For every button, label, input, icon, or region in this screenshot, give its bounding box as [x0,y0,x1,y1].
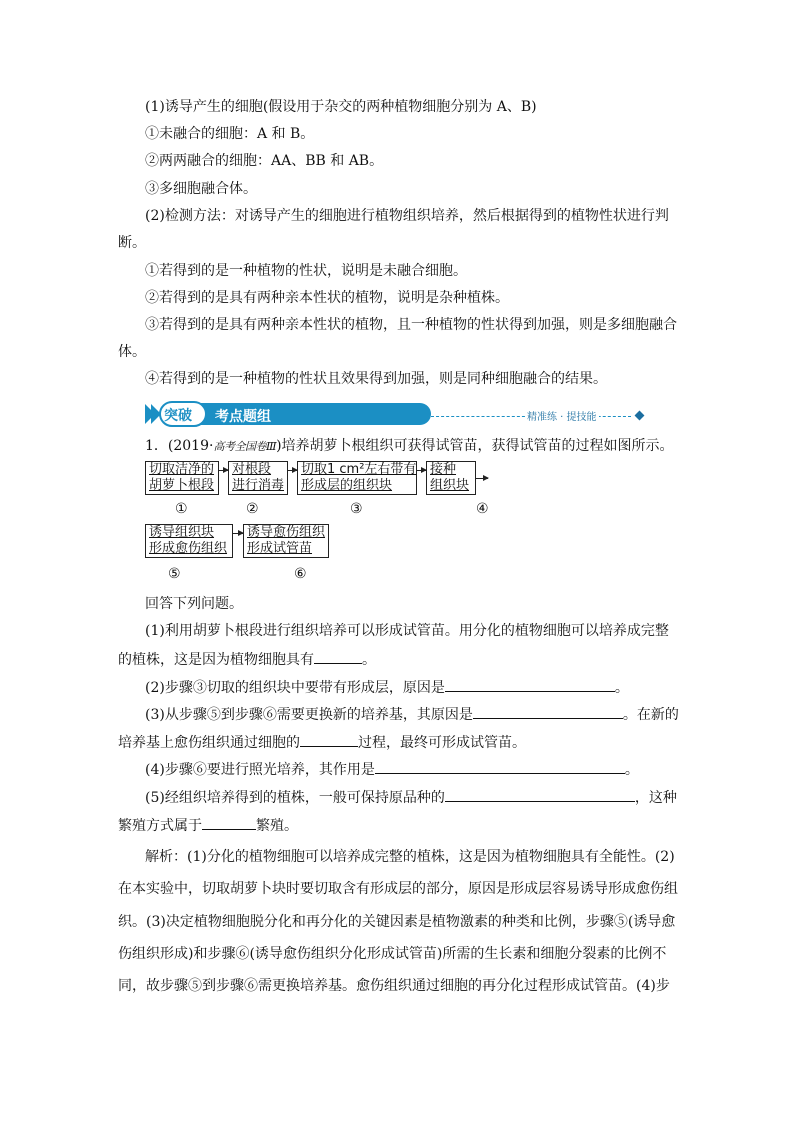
step-number: ④ [476,501,489,517]
flow-arrow [219,470,228,471]
flow-arrow [288,470,297,471]
flow-arrow [233,533,243,534]
text-line: (1)诱导产生的细胞(假设用于杂交的两种植物细胞分别为 A、B) [145,99,537,115]
answer-blank[interactable] [300,732,358,747]
step-number: ⑥ [294,566,307,582]
question-1: (1)利用胡萝卜根段进行组织培养可以形成试管苗。用分化的植物细胞可以培养成完整 [145,623,669,639]
banner-tagline: 精准练 · 提技能 [525,408,599,423]
flow-box-6: 诱导愈伤组织 形成试管苗 [243,524,329,558]
question-3: (3)从步骤⑤到步骤⑥需要更换新的培养基，其原因是 。在新的 [145,704,679,724]
flow-box-3: 切取1 cm²左右带有 形成层的组织块 [297,461,417,495]
text-line: ①若得到的是一种植物的性状，说明是未融合细胞。 [145,263,467,279]
question-1-cont: 的植株，这是因为植物细胞具有 。 [118,649,376,669]
flow-box-4: 接种 组织块 [426,461,476,495]
question-source: 高考全国卷Ⅲ [213,440,277,453]
section-banner [145,400,645,428]
text-line: ③若得到的是具有两种亲本性状的植物，且一种植物的性状得到加强，则是多细胞融合 [145,317,677,333]
text-line: (2)检测方法：对诱导产生的细胞进行植物组织培养，然后根据得到的植物性状进行判 [145,208,669,224]
question-5-cont: 繁殖方式属于 繁殖。 [118,815,298,835]
question-2: (2)步骤③切取的组织块中要带有形成层，原因是 。 [145,677,629,697]
analysis-line: 同，故步骤⑤到步骤⑥需更换培养基。愈伤组织通过细胞的再分化过程形成试管苗。(4)步 [118,978,670,994]
question-5: (5)经组织培养得到的植株，一般可保持原品种的 ，这种 [145,787,677,807]
text-line: 体。 [118,344,146,360]
answer-blank[interactable] [445,787,635,802]
answer-blank[interactable] [202,815,256,830]
flow-box-1: 切取洁净的 胡萝卜根段 [145,461,219,495]
analysis-line: 伤组织形成)和步骤⑥(诱导愈伤组织分化形成试管苗)所需的生长素和细胞分裂素的比例不 [118,946,667,962]
flow-box-2: 对根段 进行消毒 [228,461,288,495]
question-4: (4)步骤⑥要进行照光培养，其作用是 。 [145,759,639,779]
step-number: ③ [350,501,363,517]
answer-blank[interactable] [375,759,625,774]
banner-badge: 突破 [159,401,207,427]
question-3-cont: 培养基上愈伤组织通过细胞的 过程，最终可形成试管苗。 [118,732,526,752]
text-line: ③多细胞融合体。 [145,181,257,197]
banner-title: 考点题组 [215,409,271,425]
text-line: ②若得到的是具有两种亲本性状的植物，说明是杂种植株。 [145,290,509,306]
question-stem: 1．(2019·高考全国卷Ⅲ)培养胡萝卜根组织可获得试管苗，获得试管苗的过程如图所示。 [145,438,674,454]
text-line: ①未融合的细胞：A 和 B。 [145,126,315,142]
answer-blank[interactable] [473,704,623,719]
analysis-line: 解析：(1)分化的植物细胞可以培养成完整的植株，这是因为植物细胞具有全能性。(2) [145,849,675,865]
analysis-line: 织。(3)决定植物细胞脱分化和再分化的关键因素是植物激素的种类和比例，步骤⑤(诱导愈 [118,914,676,930]
flow-box-5: 诱导组织块 形成愈伤组织 [145,524,233,558]
answer-blank[interactable] [314,649,362,664]
flow-arrow [476,478,488,479]
answer-blank[interactable] [445,677,615,692]
text-line: 断。 [118,235,146,251]
flow-arrow [417,470,426,471]
question-prompt: 回答下列问题。 [145,596,243,612]
text-line: ④若得到的是一种植物的性状且效果得到加强，则是同种细胞融合的结果。 [145,371,607,387]
diamond-icon [635,411,645,421]
step-number: ① [175,501,188,517]
text-line: ②两两融合的细胞：AA、BB 和 AB。 [145,153,384,169]
analysis-line: 在本实验中，切取胡萝卜块时要切取含有形成层的部分，原因是形成层容易诱导形成愈伤组 [118,881,678,897]
step-number: ② [246,501,259,517]
step-number: ⑤ [168,566,181,582]
